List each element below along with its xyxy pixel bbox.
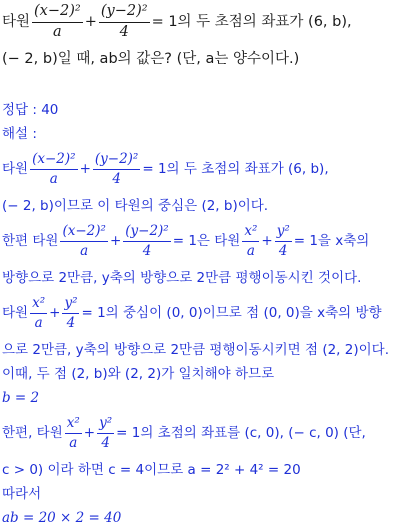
explanation-fraction-1 xyxy=(30,152,77,187)
explanation-line-12: ab = 20 × 2 = 40 xyxy=(2,510,122,526)
fraction-denominator: a xyxy=(49,170,58,187)
fraction-denominator: 4 xyxy=(101,434,110,451)
answer-line: 정답 : 40 xyxy=(2,102,59,118)
plus-sign: + xyxy=(84,14,97,31)
explanation-line-5 xyxy=(2,296,382,331)
explanation-line-2: (− 2, b)이므로 이 타원의 중심은 (2, b)이다. xyxy=(2,198,269,214)
fraction-denominator: a xyxy=(69,434,78,451)
explanation-label: 해설 : xyxy=(2,126,37,142)
explanation-prefix: 한편, 타원 xyxy=(2,424,63,441)
explanation-fraction-3 xyxy=(242,224,259,259)
explanation-suffix: = 1의 중심이 (0, 0)이므로 점 (0, 0)을 x축의 방향 xyxy=(81,304,382,321)
explanation-line-10: c > 0) 이라 하면 c = 4이므로 a = 2² + 4² = 20 xyxy=(2,462,301,478)
explanation-fraction-1 xyxy=(60,224,107,259)
plus-sign: + xyxy=(83,424,96,441)
plus-sign: + xyxy=(49,304,61,321)
question-line-2: (− 2, b)일 때, ab의 값은? (단, a는 양수이다.) xyxy=(2,51,300,67)
fraction-numerator: (y−2)² xyxy=(123,224,170,242)
explanation-line-7: 이때, 두 점 (2, b)와 (2, 2)가 일치해야 하므로 xyxy=(2,366,275,382)
fraction-numerator: (x−2)² xyxy=(60,224,107,242)
fraction-denominator: a xyxy=(246,242,255,259)
fraction-numerator: (y−2)² xyxy=(93,152,140,170)
explanation-line-8: b = 2 xyxy=(2,390,40,406)
explanation-line-9 xyxy=(2,416,366,451)
fraction-denominator: 4 xyxy=(66,314,76,331)
explanation-suffix: = 1의 두 초점의 좌표가 (6, b), xyxy=(142,160,329,177)
fraction-denominator: 4 xyxy=(119,23,129,40)
fraction-denominator: 4 xyxy=(278,242,288,259)
fraction-denominator: 4 xyxy=(112,170,121,187)
explanation-fraction-4 xyxy=(275,224,292,259)
fraction-denominator: 4 xyxy=(142,242,152,259)
question-line-1 xyxy=(2,4,352,41)
fraction-numerator: x² xyxy=(242,224,259,242)
fraction-numerator: x² xyxy=(65,416,82,434)
explanation-suffix: = 1의 초점의 좌표를 (c, 0), (− c, 0) (단, xyxy=(116,424,366,441)
question-suffix: = 1의 두 초점의 좌표가 (6, b), xyxy=(151,14,352,31)
explanation-fraction-2 xyxy=(123,224,170,259)
explanation-fraction-1 xyxy=(30,296,47,331)
plus-sign: + xyxy=(261,232,273,249)
explanation-fraction-1 xyxy=(65,416,82,451)
explanation-prefix: 타원 xyxy=(2,160,29,177)
fraction-numerator: y² xyxy=(62,296,79,314)
fraction-numerator: (x−2)² xyxy=(32,4,83,23)
fraction-denominator: a xyxy=(80,242,89,259)
question-fraction-1 xyxy=(32,4,83,41)
explanation-line-1 xyxy=(2,152,329,187)
fraction-denominator: a xyxy=(53,23,62,40)
fraction-denominator: a xyxy=(34,314,43,331)
fraction-numerator: x² xyxy=(30,296,47,314)
question-prefix: 타원 xyxy=(2,14,31,31)
explanation-line-11: 따라서 xyxy=(2,486,42,502)
fraction-numerator: y² xyxy=(97,416,114,434)
explanation-line-3 xyxy=(2,224,369,259)
explanation-fraction-2 xyxy=(97,416,114,451)
explanation-suffix: = 1을 x축의 xyxy=(293,232,370,249)
explanation-fraction-2 xyxy=(93,152,140,187)
plus-sign: + xyxy=(109,232,122,249)
explanation-prefix: 한편 타원 xyxy=(2,232,59,249)
fraction-numerator: y² xyxy=(275,224,292,242)
plus-sign: + xyxy=(79,160,91,177)
explanation-line-4: 방향으로 2만큼, y축의 방향으로 2만큼 평행이동시킨 것이다. xyxy=(2,270,362,286)
fraction-numerator: (y−2)² xyxy=(99,4,150,23)
question-fraction-2 xyxy=(99,4,150,41)
explanation-line-6: 으로 2만큼, y축의 방향으로 2만큼 평행이동시키면 점 (2, 2)이다. xyxy=(2,342,389,358)
explanation-fraction-2 xyxy=(62,296,79,331)
fraction-numerator: (x−2)² xyxy=(30,152,77,170)
explanation-middle: = 1은 타원 xyxy=(172,232,241,249)
explanation-prefix: 타원 xyxy=(2,304,29,321)
